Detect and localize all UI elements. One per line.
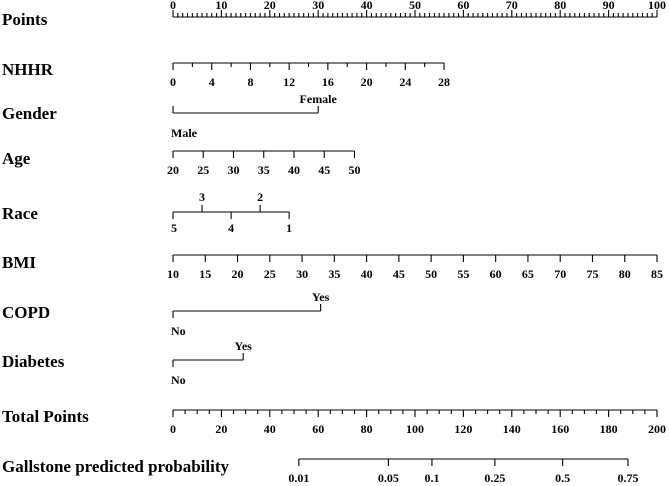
tick-label-bmi-40: 40 [360,267,373,281]
tick-label-race-2: 2 [257,190,264,204]
tick-label-total-points-0: 0 [170,422,176,436]
tick-label-bmi-80: 80 [618,267,631,281]
tick-label-bmi-30: 30 [296,267,309,281]
tick-label-nhhr-16: 16 [321,75,334,89]
tick-label-bmi-70: 70 [554,267,567,281]
tick-label-gender-female: Female [299,92,337,106]
tick-label-points-60: 60 [457,0,470,12]
tick-label-total-points-160: 160 [551,422,570,436]
tick-label-nhhr-20: 20 [360,75,373,89]
tick-label-bmi-65: 65 [521,267,534,281]
tick-label-points-50: 50 [409,0,421,12]
tick-label-nhhr-28: 28 [438,75,451,89]
tick-label-nhhr-4: 4 [208,75,215,89]
tick-label-total-points-140: 140 [502,422,521,436]
row-label-race: Race [2,204,38,223]
tick-label-gallstone-predicted-probability-0-5: 0.5 [555,471,571,485]
row-label-copd: COPD [2,303,51,322]
tick-label-gallstone-predicted-probability-0-05: 0.05 [377,471,399,485]
row-label-gender: Gender [2,104,57,123]
tick-label-points-90: 90 [602,0,615,12]
tick-label-points-40: 40 [360,0,373,12]
tick-label-bmi-20: 20 [231,267,244,281]
tick-label-points-100: 100 [648,0,666,12]
tick-label-bmi-35: 35 [328,267,341,281]
tick-label-nhhr-8: 8 [247,75,254,89]
tick-label-diabetes-yes: Yes [234,339,252,353]
tick-label-age-45: 45 [318,163,331,177]
tick-label-gallstone-predicted-probability-0-75: 0.75 [617,471,639,485]
row-label-gallstone-predicted-probability: Gallstone predicted probability [2,457,230,476]
tick-label-bmi-50: 50 [425,267,438,281]
tick-label-race-3: 3 [199,190,206,204]
tick-label-race-1: 1 [286,221,293,235]
tick-label-total-points-120: 120 [454,422,473,436]
tick-label-gallstone-predicted-probability-0-01: 0.01 [288,471,310,485]
tick-label-points-10: 10 [215,0,228,12]
tick-label-total-points-100: 100 [406,422,424,436]
row-label-total-points: Total Points [2,407,89,426]
tick-label-bmi-25: 25 [263,267,276,281]
row-label-age: Age [2,149,31,168]
tick-label-points-70: 70 [505,0,518,12]
tick-label-race-4: 4 [228,221,235,235]
row-label-nhhr: NHHR [2,60,53,79]
tick-label-bmi-15: 15 [199,267,212,281]
tick-label-total-points-180: 180 [599,422,618,436]
tick-label-points-20: 20 [263,0,276,12]
tick-label-bmi-55: 55 [457,267,470,281]
tick-label-copd-yes: Yes [311,290,330,304]
tick-label-points-80: 80 [554,0,567,12]
tick-label-age-40: 40 [288,163,300,177]
tick-label-copd-no: No [171,324,186,338]
tick-label-diabetes-no: No [171,373,186,387]
tick-label-bmi-75: 75 [586,267,599,281]
tick-label-gallstone-predicted-probability-0-25: 0.25 [484,471,506,485]
tick-label-gallstone-predicted-probability-0-1: 0.1 [424,471,440,485]
tick-label-nhhr-24: 24 [399,75,412,89]
tick-label-race-5: 5 [171,221,177,235]
tick-label-age-35: 35 [257,163,270,177]
tick-label-gender-male: Male [171,126,197,140]
row-label-bmi: BMI [2,253,36,272]
tick-label-age-20: 20 [167,163,179,177]
tick-label-bmi-85: 85 [651,267,663,281]
tick-label-nhhr-12: 12 [283,75,296,89]
tick-label-total-points-200: 200 [648,422,666,436]
tick-label-bmi-45: 45 [392,267,405,281]
tick-label-total-points-20: 20 [215,422,228,436]
tick-label-age-50: 50 [348,163,361,177]
tick-label-total-points-60: 60 [312,422,325,436]
tick-label-bmi-10: 10 [167,267,179,281]
tick-label-nhhr-0: 0 [170,75,176,89]
tick-label-total-points-80: 80 [360,422,373,436]
tick-label-age-25: 25 [197,163,210,177]
tick-label-bmi-60: 60 [489,267,502,281]
tick-label-age-30: 30 [227,163,240,177]
row-label-points: Points [2,10,48,29]
tick-label-total-points-40: 40 [263,422,276,436]
tick-label-points-30: 30 [312,0,325,12]
tick-label-points-0: 0 [170,0,176,12]
row-label-diabetes: Diabetes [2,352,65,371]
